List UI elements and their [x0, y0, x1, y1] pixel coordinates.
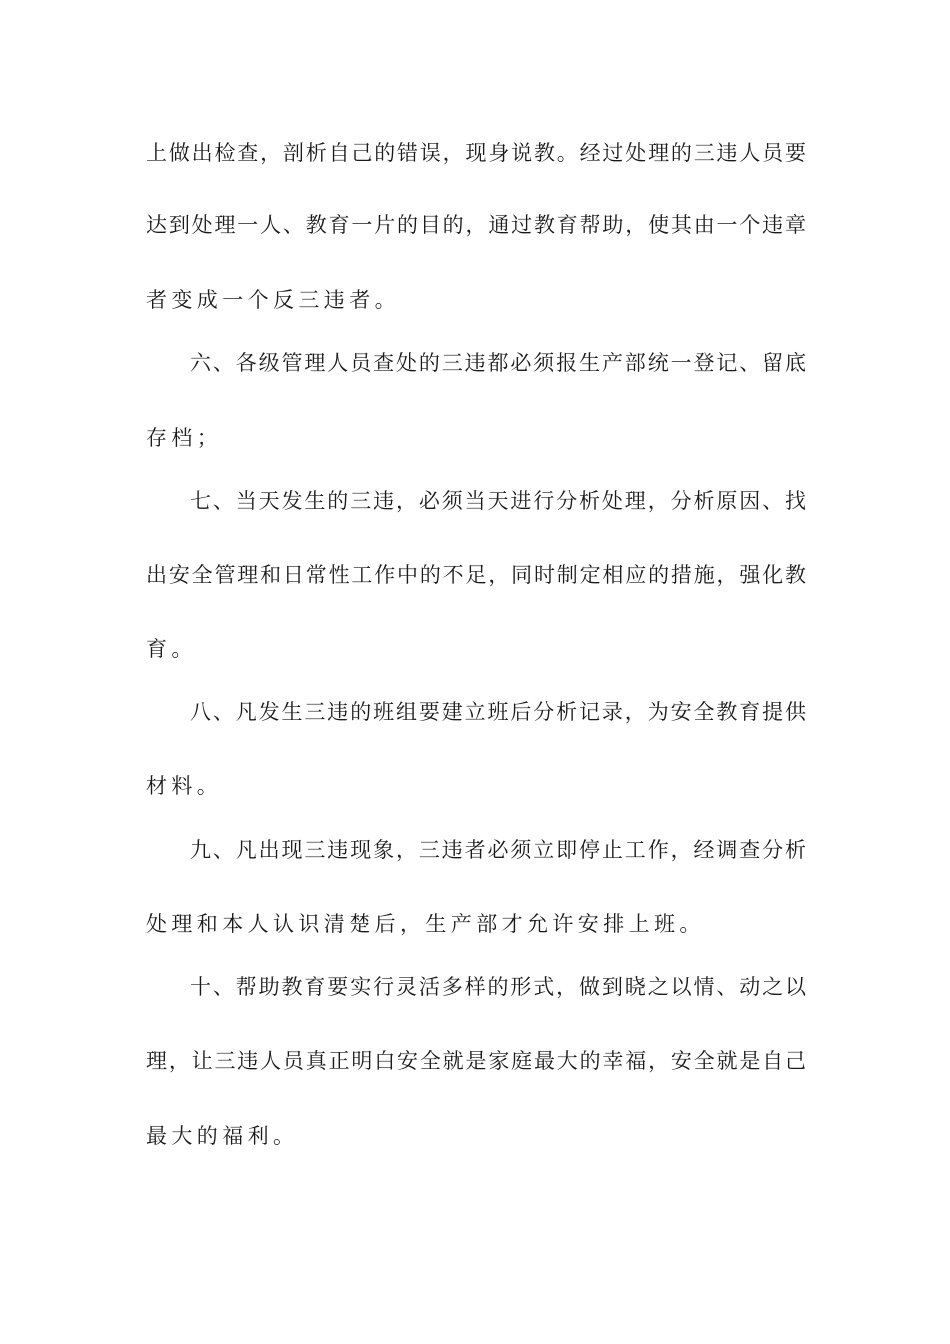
- paragraph-ten-line-1: 十、帮助教育要实行灵活多样的形式，做到晓之以情、动之以: [190, 975, 806, 999]
- paragraph-six-line-1: 六、各级管理人员查处的三违都必须报生产部统一登记、留底: [190, 351, 806, 375]
- text-line: 育。: [146, 637, 197, 661]
- text-line: 处理和本人认识清楚后，生产部才允许安排上班。: [146, 912, 705, 936]
- text-line: 上做出检查，剖析自己的错误，现身说教。经过处理的三违人员要: [146, 141, 806, 165]
- paragraph-seven-line-1: 七、当天发生的三违，必须当天进行分析处理，分析原因、找: [190, 489, 806, 513]
- text-line: 出安全管理和日常性工作中的不足，同时制定相应的措施，强化教: [146, 563, 806, 587]
- text-line: 材料。: [146, 774, 223, 798]
- text-line: 最大的福利。: [146, 1124, 299, 1148]
- text-line: 达到处理一人、教育一片的目的，通过教育帮助，使其由一个违章: [146, 213, 806, 237]
- text-line: 者变成一个反三违者。: [146, 288, 400, 312]
- text-line: 存档；: [146, 426, 223, 450]
- paragraph-nine-line-1: 九、凡出现三违现象，三违者必须立即停止工作，经调查分析: [190, 838, 806, 862]
- text-line: 理，让三违人员真正明白安全就是家庭最大的幸福，安全就是自己: [146, 1049, 806, 1073]
- paragraph-eight-line-1: 八、凡发生三违的班组要建立班后分析记录，为安全教育提供: [190, 700, 806, 724]
